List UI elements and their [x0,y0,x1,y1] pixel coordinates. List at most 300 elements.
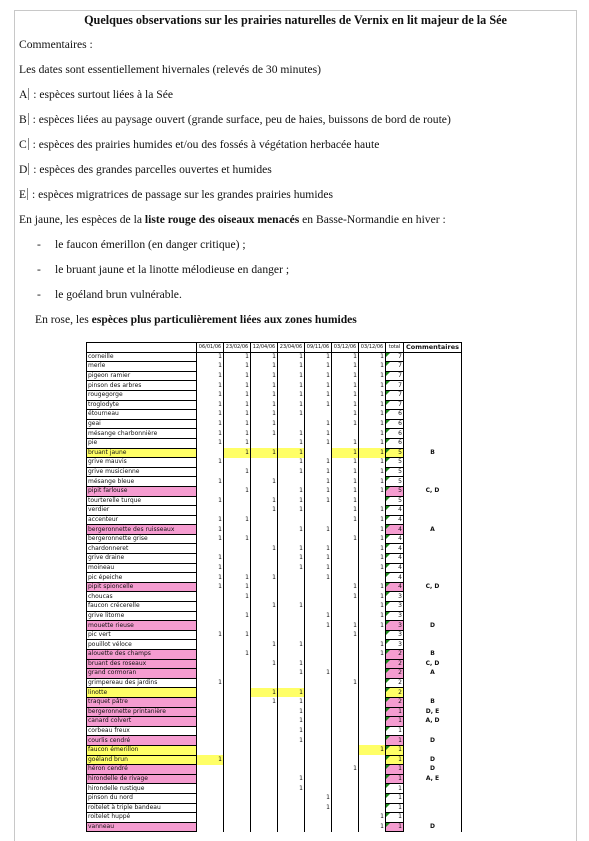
value-cell: 1 [359,544,386,554]
species-cell: pipit spioncelle [87,582,197,592]
value-cell [359,707,386,717]
table-row [87,477,462,487]
comment-cell [404,352,462,362]
value-cell: 1 [197,429,224,439]
value-cell: 1 [332,630,359,640]
value-cell [251,534,278,544]
value-cell [305,448,332,458]
value-cell: 1 [305,496,332,506]
value-cell: 1 [359,486,386,496]
header-cell: total [386,343,404,353]
species-cell: canard colvert [87,717,197,727]
comment-cell: A, D [404,717,462,727]
total-cell: 5 [386,467,404,477]
value-cell [278,477,305,487]
value-cell [197,745,224,755]
value-cell: 1 [359,745,386,755]
total-cell: 7 [386,400,404,410]
value-cell [251,515,278,525]
value-cell: 1 [305,371,332,381]
value-cell [197,611,224,621]
value-cell [332,554,359,564]
species-cell: rougegorge [87,390,197,400]
table-row [87,563,462,573]
comment-cell [404,563,462,573]
comment-cell [404,726,462,736]
value-cell: 1 [224,611,251,621]
value-cell [224,544,251,554]
total-cell: 6 [386,419,404,429]
value-cell: 1 [278,544,305,554]
value-cell [278,582,305,592]
value-cell: 1 [332,410,359,420]
header-cell: 12/04/06 [251,343,278,353]
value-cell [197,717,224,727]
value-cell [278,611,305,621]
value-cell [332,650,359,660]
table-row [87,458,462,468]
value-cell: 1 [332,496,359,506]
table-row [87,448,462,458]
value-cell [251,486,278,496]
value-cell: 1 [251,362,278,372]
value-cell: 1 [278,707,305,717]
value-cell [278,534,305,544]
value-cell [224,745,251,755]
value-cell [224,477,251,487]
species-cell: pie [87,438,197,448]
value-cell: 1 [224,486,251,496]
comment-cell [404,496,462,506]
species-cell: hirondelle de rivage [87,774,197,784]
value-cell [251,458,278,468]
comment-cell: B [404,650,462,660]
value-cell [278,621,305,631]
header-commentaires: Commentaires [404,343,462,353]
comment-cell: A [404,525,462,535]
total-cell: 1 [386,726,404,736]
table-row [87,515,462,525]
total-cell: 3 [386,611,404,621]
value-cell [224,621,251,631]
comment-cell: A, E [404,774,462,784]
value-cell [224,697,251,707]
table-row [87,371,462,381]
value-cell [251,726,278,736]
table-row [87,765,462,775]
value-cell: 1 [251,640,278,650]
value-cell: 1 [305,486,332,496]
value-cell: 1 [359,381,386,391]
comment-cell [404,611,462,621]
value-cell [197,736,224,746]
value-cell: 1 [359,400,386,410]
value-cell: 1 [251,410,278,420]
bullet-item: - le faucon émerillon (en danger critique) ; [37,238,246,251]
species-cell: alouette des champs [87,650,197,660]
species-cell: grive musicienne [87,467,197,477]
bullet-item: - le goéland brun vulnérable. [37,288,182,301]
value-cell [224,774,251,784]
species-cell: héron cendré [87,765,197,775]
value-cell: 1 [305,563,332,573]
table-row [87,544,462,554]
species-cell: étourneau [87,410,197,420]
species-cell: geai [87,419,197,429]
value-cell [332,688,359,698]
value-cell: 1 [197,390,224,400]
total-cell: 2 [386,678,404,688]
value-cell [251,678,278,688]
comment-cell [404,573,462,583]
value-cell: 1 [332,467,359,477]
table-row [87,697,462,707]
table-row [87,390,462,400]
value-cell [359,697,386,707]
value-cell: 1 [278,352,305,362]
species-cell: grimpereau des jardins [87,678,197,688]
value-cell [305,506,332,516]
value-cell: 1 [197,419,224,429]
comment-cell [404,803,462,813]
value-cell [224,602,251,612]
header-cell: 23/04/06 [278,343,305,353]
value-cell: 1 [332,381,359,391]
value-cell [224,678,251,688]
legend-b: B : espèces liées au paysage ouvert (grande surface, peu de haies, buissons de bord de route) [19,113,451,126]
species-cell: vanneau [87,822,197,832]
value-cell: 1 [359,592,386,602]
value-cell: 1 [278,486,305,496]
value-cell [197,650,224,660]
value-cell: 1 [197,381,224,391]
legend-e: E : espèces migratrices de passage sur les grandes prairies humides [19,188,334,201]
table-row [87,822,462,832]
table-row [87,669,462,679]
value-cell: 1 [197,525,224,535]
value-cell [251,438,278,448]
value-cell: 1 [197,362,224,372]
table-row [87,534,462,544]
comment-cell [404,745,462,755]
species-cell: bergeronnette grise [87,534,197,544]
value-cell: 1 [251,697,278,707]
value-cell [305,697,332,707]
table-header-row [87,343,462,353]
value-cell [305,736,332,746]
value-cell [278,515,305,525]
comment-cell [404,419,462,429]
value-cell: 1 [359,410,386,420]
value-cell: 1 [278,467,305,477]
value-cell: 1 [305,458,332,468]
species-cell: grive mauvis [87,458,197,468]
value-cell: 1 [332,582,359,592]
species-cell: corneille [87,352,197,362]
value-cell: 1 [305,803,332,813]
value-cell [197,793,224,803]
value-cell: 1 [278,669,305,679]
total-cell: 1 [386,736,404,746]
value-cell: 1 [197,573,224,583]
value-cell: 1 [359,554,386,564]
value-cell [251,630,278,640]
value-cell [251,592,278,602]
value-cell [224,506,251,516]
value-cell [278,650,305,660]
value-cell [305,813,332,823]
value-cell [305,602,332,612]
species-cell: pinson des arbres [87,381,197,391]
value-cell: 1 [359,506,386,516]
species-cell: hirondelle rustique [87,784,197,794]
header-cell: 03/12/06 [332,343,359,353]
value-cell: 1 [359,448,386,458]
total-cell: 7 [386,390,404,400]
comment-cell [404,793,462,803]
value-cell: 1 [359,563,386,573]
value-cell [332,602,359,612]
value-cell [305,650,332,660]
value-cell: 1 [224,410,251,420]
value-cell: 1 [197,515,224,525]
comment-cell [404,630,462,640]
value-cell: 1 [359,429,386,439]
value-cell [224,554,251,564]
value-cell: 1 [359,477,386,487]
species-cell: pouillot véloce [87,640,197,650]
value-cell [278,678,305,688]
value-cell [305,726,332,736]
value-cell: 1 [278,400,305,410]
value-cell [197,707,224,717]
species-cell: mésange bleue [87,477,197,487]
value-cell: 1 [305,362,332,372]
value-cell [332,429,359,439]
value-cell [224,717,251,727]
header-cell: 03/12/06 [359,343,386,353]
species-cell: corbeau freux [87,726,197,736]
total-cell: 1 [386,784,404,794]
value-cell: 1 [359,362,386,372]
value-cell [359,784,386,794]
species-cell: troglodyte [87,400,197,410]
value-cell [332,611,359,621]
value-cell [278,803,305,813]
value-cell: 1 [359,352,386,362]
species-cell: merle [87,362,197,372]
total-cell: 1 [386,745,404,755]
species-cell: faucon crécerelle [87,602,197,612]
intro-text: Les dates sont essentiellement hivernales (relevés de 30 minutes) [19,63,321,76]
value-cell: 1 [332,458,359,468]
value-cell [197,688,224,698]
value-cell [332,822,359,832]
comment-cell [404,678,462,688]
species-cell: grand cormoran [87,669,197,679]
total-cell: 2 [386,688,404,698]
value-cell: 1 [197,630,224,640]
value-cell [332,745,359,755]
comment-cell: C, D [404,582,462,592]
value-cell [332,755,359,765]
value-cell: 1 [305,611,332,621]
species-cell: pic épeiche [87,573,197,583]
value-cell: 1 [197,371,224,381]
value-cell [359,755,386,765]
total-cell: 7 [386,371,404,381]
comment-cell [404,592,462,602]
value-cell [278,419,305,429]
value-cell: 1 [332,390,359,400]
total-cell: 7 [386,362,404,372]
total-cell: 1 [386,765,404,775]
value-cell [251,774,278,784]
comment-cell [404,381,462,391]
value-cell: 1 [251,602,278,612]
value-cell [278,793,305,803]
value-cell: 1 [197,438,224,448]
value-cell: 1 [359,621,386,631]
species-cell: pic vert [87,630,197,640]
value-cell [224,669,251,679]
value-cell: 1 [224,515,251,525]
value-cell [305,822,332,832]
comment-cell [404,506,462,516]
table-row [87,554,462,564]
value-cell [224,640,251,650]
species-cell: moineau [87,563,197,573]
value-cell [197,467,224,477]
value-cell [332,697,359,707]
total-cell: 5 [386,448,404,458]
value-cell: 1 [197,678,224,688]
value-cell [305,630,332,640]
value-cell [224,765,251,775]
table-row [87,486,462,496]
total-cell: 6 [386,410,404,420]
value-cell [305,745,332,755]
value-cell [359,774,386,784]
total-cell: 4 [386,515,404,525]
value-cell: 1 [359,813,386,823]
total-cell: 5 [386,496,404,506]
value-cell [332,544,359,554]
value-cell [305,688,332,698]
value-cell: 1 [359,640,386,650]
comment-cell [404,534,462,544]
legend-d: D : espèces des grandes parcelles ouvertes et humides [19,163,272,176]
value-cell [251,755,278,765]
value-cell [278,745,305,755]
species-cell: bergeronnette des ruisseaux [87,525,197,535]
value-cell: 1 [197,458,224,468]
value-cell: 1 [197,352,224,362]
value-cell [224,813,251,823]
value-cell [332,640,359,650]
value-cell [332,707,359,717]
value-cell [197,822,224,832]
value-cell: 1 [305,429,332,439]
rose-note: En rose, les espèces plus particulièrement liées aux zones humides [35,313,357,326]
value-cell: 1 [278,726,305,736]
value-cell [251,745,278,755]
comment-cell [404,438,462,448]
total-cell: 4 [386,582,404,592]
table-row [87,400,462,410]
table-row [87,582,462,592]
comment-cell [404,602,462,612]
header-cell: 06/01/06 [197,343,224,353]
species-cell: roitelet à triple bandeau [87,803,197,813]
species-cell: bergeronnette printanière [87,707,197,717]
total-cell: 4 [386,506,404,516]
total-cell: 4 [386,525,404,535]
value-cell: 1 [251,506,278,516]
value-cell: 1 [305,477,332,487]
value-cell: 1 [332,448,359,458]
total-cell: 3 [386,592,404,602]
value-cell [305,582,332,592]
table-row [87,707,462,717]
table-row [87,774,462,784]
value-cell [332,669,359,679]
value-cell: 1 [224,381,251,391]
comment-cell: C, D [404,486,462,496]
value-cell [224,784,251,794]
value-cell [305,678,332,688]
species-cell: mouette rieuse [87,621,197,631]
value-cell: 1 [224,352,251,362]
value-cell: 1 [251,659,278,669]
value-cell [305,707,332,717]
value-cell: 1 [332,477,359,487]
value-cell: 1 [224,630,251,640]
value-cell [197,544,224,554]
value-cell [359,726,386,736]
value-cell: 1 [224,371,251,381]
value-cell: 1 [278,458,305,468]
value-cell: 1 [224,419,251,429]
value-cell [224,659,251,669]
value-cell: 1 [359,534,386,544]
value-cell [305,592,332,602]
value-cell [332,563,359,573]
table-row [87,429,462,439]
value-cell: 1 [359,438,386,448]
total-cell: 5 [386,477,404,487]
value-cell [305,784,332,794]
total-cell: 2 [386,650,404,660]
value-cell [197,640,224,650]
value-cell: 1 [305,669,332,679]
value-cell: 1 [332,486,359,496]
value-cell [251,611,278,621]
total-cell: 3 [386,602,404,612]
total-cell: 4 [386,544,404,554]
total-cell: 6 [386,438,404,448]
total-cell: 2 [386,697,404,707]
value-cell: 1 [278,371,305,381]
value-cell [278,755,305,765]
value-cell [251,563,278,573]
comment-cell [404,371,462,381]
species-cell: accenteur [87,515,197,525]
value-cell [224,803,251,813]
value-cell: 1 [278,506,305,516]
value-cell [224,525,251,535]
value-cell [332,793,359,803]
